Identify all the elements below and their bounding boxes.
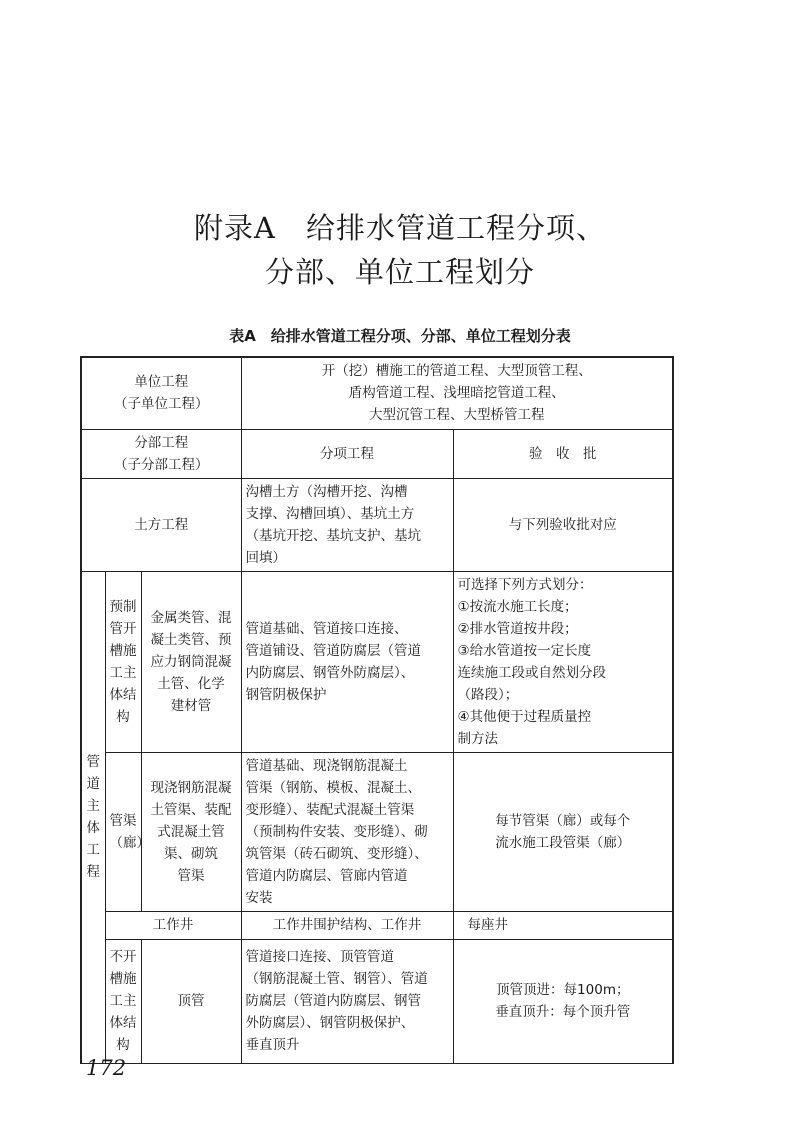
- channel-types: 现浇钢筋混凝 土管渠、装配 式混凝土管 渠、砌筑 管渠: [141, 752, 241, 911]
- unit-project-value: 开（挖）槽施工的管道工程、大型顶管工程、 盾构管道工程、浅埋暗挖管道工程、 大型沉管工程、大型桥管工程: [241, 357, 673, 429]
- division-project-header: 分部工程 （子分部工程）: [81, 429, 241, 478]
- channel-inspection-lot: 每节管渠（廊）或每个 流水施工段管渠（廊）: [453, 752, 673, 911]
- pipeline-main-works-group: 管 道 主 体 工 程: [81, 571, 105, 1063]
- work-well-inspection-lot: 每座井: [453, 911, 673, 939]
- earthwork-inspection-lot: 与下列验收批对应: [453, 478, 673, 571]
- pipe-jacking-subitems: 管道接口连接、顶管管道 （钢筋混凝土管、钢管）、管道 防腐层（管道内防腐层、钢管 外防腐层）、钢管阴极保护、 垂直顶升: [241, 939, 453, 1063]
- trenchless-group: 不开 槽施 工主 体结 构: [105, 939, 141, 1063]
- earthwork-division: 土方工程: [81, 478, 241, 571]
- earthwork-subitems: 沟槽土方（沟槽开挖、沟槽 支撑、沟槽回填）、基坑土方 （基坑开挖、基坑支护、基坑 回填）: [241, 478, 453, 571]
- page-number: 172: [86, 1056, 127, 1080]
- precast-open-trench-group: 预制 管开 槽施 工主 体结 构: [105, 571, 141, 752]
- division-table: [80, 356, 674, 1064]
- appendix-title-line1: 附录A 给排水管道工程分项、: [194, 211, 606, 245]
- pipe-jacking-division: 顶管: [141, 939, 241, 1063]
- precast-inspection-lot: 可选择下列方式划分： ①按流水施工长度； ②排水管道按井段； ③给水管道按一定长度 连续施工段或自然划分段 （路段）； ④其他便于过程质量控 制方法: [453, 571, 673, 752]
- precast-subitems: 管道基础、管道接口连接、 管道铺设、管道防腐层（管道 内防腐层、钢管外防腐层）、 钢管阴极保护: [241, 571, 453, 752]
- unit-project-label: 单位工程 （子单位工程）: [81, 357, 241, 429]
- appendix-title-line2: 分部、单位工程划分: [264, 255, 535, 289]
- table-caption: 表A 给排水管道工程分项、分部、单位工程划分表: [229, 327, 571, 345]
- pipe-jacking-inspection-lot: 顶管顶进：每100m； 垂直顶升：每个顶升管: [453, 939, 673, 1063]
- subitem-project-header: 分项工程: [241, 429, 453, 478]
- work-well-division: 工作井: [105, 911, 241, 939]
- channel-group: 管渠 （廊）: [105, 752, 141, 911]
- channel-subitems: 管道基础、现浇钢筋混凝土 管渠（钢筋、模板、混凝土、 变形缝）、装配式混凝土管渠 （预制构件安装、变形缝）、砌 筑管渠（砖石砌筑、变形缝）、 管道内防腐层、管廊内管道 安装: [241, 752, 453, 911]
- inspection-lot-header: 验 收 批: [453, 429, 673, 478]
- work-well-subitems: 工作井围护结构、工作井: [241, 911, 453, 939]
- precast-pipe-types: 金属类管、混 凝土类管、预 应力钢筒混凝 土管、化学 建材管: [141, 571, 241, 752]
